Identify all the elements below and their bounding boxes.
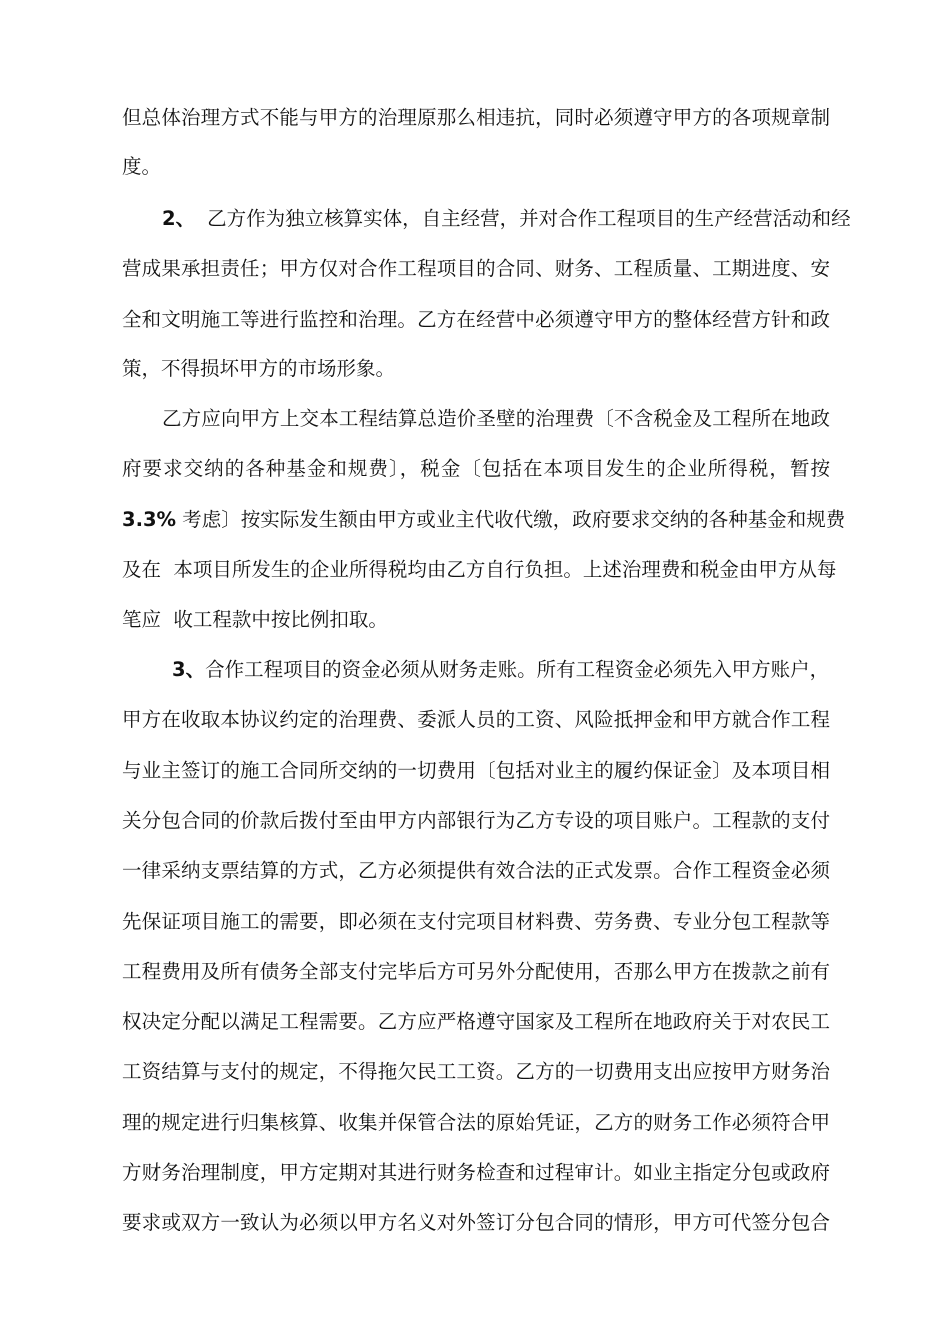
text-line: 及在 本项目所发生的企业所得税均由乙方自行负担。上述治理费和税金由甲方从每 <box>122 558 837 581</box>
text-line: 工程费用及所有债务全部支付完毕后方可另外分配使用，否那么甲方在拨款之前有 <box>122 960 830 983</box>
text-span: 合作工程项目的资金必须从财务走账。所有工程资金必须先入甲方账户， <box>205 658 830 681</box>
tax-rate: 3.3% <box>122 508 177 531</box>
text-line: 全和文明施工等进行监控和治理。乙方在经营中必须遵守甲方的整体经营方针和政 <box>122 308 830 331</box>
text-line: 笔应 收工程款中按比例扣取。 <box>122 608 388 631</box>
text-line: 要求或双方一致认为必须以甲方名义对外签订分包合同的情形，甲方可代签分包合 <box>122 1211 830 1234</box>
text-line: 营成果承担责任；甲方仅对合作工程项目的合同、财务、工程质量、工期进度、安 <box>122 257 830 280</box>
text-line: 但总体治理方式不能与甲方的治理原那么相违抗，同时必须遵守甲方的各项规章制 <box>122 106 830 129</box>
text-line: 理的规定进行归集核算、收集并保管合法的原始凭证，乙方的财务工作必须符合甲 <box>122 1111 830 1134</box>
item-number: 2、 <box>162 207 196 230</box>
text-line: 一律采纳支票结算的方式，乙方必须提供有效合法的正式发票。合作工程资金必须 <box>122 859 830 882</box>
item-number: 3、 <box>172 658 206 681</box>
text-span: 乙方作为独立核算实体，自主经营，并对合作工程项目的生产经营活动和经 <box>207 207 851 230</box>
text-line: 度。 <box>122 155 162 178</box>
text-line: 乙方应向甲方上交本工程结算总造价圣壁的治理费〔不含税金及工程所在地政 <box>162 407 830 430</box>
text-line: 先保证项目施工的需要，即必须在支付完项目材料费、劳务费、专业分包工程款等 <box>122 910 830 933</box>
text-span: 考虑〕按实际发生额由甲方或业主代收代缴，政府要求交纳的各种基金和规费 <box>182 508 846 531</box>
paragraph-item-3-line <box>172 656 830 684</box>
tax-rate-line <box>122 506 846 534</box>
paragraph-item-2-line <box>162 205 851 233</box>
text-line: 工资结算与支付的规定，不得拖欠民工工资。乙方的一切费用支出应按甲方财务治 <box>122 1060 830 1083</box>
text-line: 府要求交纳的各种基金和规费〕，税金〔包括在本项目发生的企业所得税，暂按 <box>122 457 830 480</box>
text-line: 权决定分配以满足工程需要。乙方应严格遵守国家及工程所在地政府关于对农民工 <box>122 1010 830 1033</box>
text-line: 甲方在收取本协议约定的治理费、委派人员的工资、风险抵押金和甲方就合作工程 <box>122 708 830 731</box>
text-line: 与业主签订的施工合同所交纳的一切费用〔包括对业主的履约保证金〕及本项目相 <box>122 759 830 782</box>
text-line: 方财务治理制度，甲方定期对其进行财务检查和过程审计。如业主指定分包或政府 <box>122 1161 830 1184</box>
text-line: 关分包合同的价款后拨付至由甲方内部银行为乙方专设的项目账户。工程款的支付 <box>122 809 830 832</box>
text-line: 策，不得损坏甲方的市场形象。 <box>122 357 396 380</box>
